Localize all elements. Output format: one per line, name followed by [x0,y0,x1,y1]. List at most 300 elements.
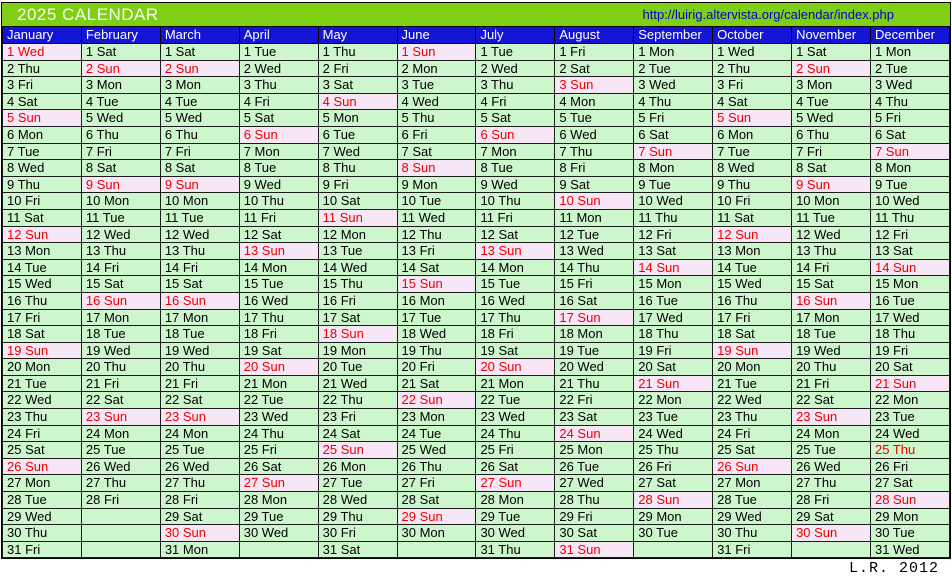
day-cell: 1 Tue [476,44,555,61]
day-cell: 7 Sun [870,143,949,160]
day-cell: 18 Sat [3,326,82,343]
day-cell: 8 Tue [239,160,318,177]
day-cell: 12 Sat [239,226,318,243]
day-cell: 3 Tue [397,77,476,94]
day-cell: 26 Mon [318,458,397,475]
day-cell: 13 Thu [81,243,160,260]
day-cell: 1 Sat [160,44,239,61]
day-cell: 11 Thu [870,209,949,226]
day-cell: 24 Mon [792,425,871,442]
day-cell: 19 Sun [713,342,792,359]
day-cell: 14 Mon [476,259,555,276]
day-cell: 13 Thu [792,243,871,260]
month-header: December [870,27,949,44]
day-cell: 28 Tue [3,492,82,509]
day-cell: 14 Fri [792,259,871,276]
day-cell: 16 Wed [239,292,318,309]
day-cell: 1 Tue [239,44,318,61]
day-cell: 24 Tue [397,425,476,442]
day-cell: 4 Thu [870,93,949,110]
day-cell: 4 Sun [318,93,397,110]
day-cell: 12 Sat [476,226,555,243]
day-cell: 8 Sat [792,160,871,177]
day-cell: 2 Tue [870,60,949,77]
day-cell: 5 Fri [870,110,949,127]
day-cell: 2 Wed [476,60,555,77]
day-cell: 19 Sun [3,342,82,359]
day-cell: 10 Tue [397,193,476,210]
day-cell: 4 Mon [555,93,634,110]
day-cell: 3 Wed [870,77,949,94]
day-cell: 25 Thu [634,442,713,459]
day-cell: 21 Sat [397,375,476,392]
day-cell: 25 Mon [555,442,634,459]
day-cell: 31 Fri [3,541,82,558]
day-cell: 25 Sun [318,442,397,459]
day-cell: 22 Sun [397,392,476,409]
day-cell: 12 Sun [3,226,82,243]
day-cell: 17 Thu [476,309,555,326]
day-cell: 28 Fri [792,492,871,509]
month-header: November [792,27,871,44]
day-cell: 23 Tue [634,409,713,426]
day-cell: 9 Sat [555,176,634,193]
day-cell: 25 Tue [81,442,160,459]
day-cell: 28 Sat [397,492,476,509]
day-cell: 15 Sun [397,276,476,293]
day-cell: 7 Fri [160,143,239,160]
day-cell: 17 Sun [555,309,634,326]
day-cell: 1 Wed [713,44,792,61]
month-header: September [634,27,713,44]
day-cell: 14 Tue [3,259,82,276]
day-cell: 30 Thu [3,525,82,542]
day-cell: 24 Mon [81,425,160,442]
day-cell: 5 Mon [318,110,397,127]
calendar-title-bar [2,3,950,26]
day-cell: 12 Tue [555,226,634,243]
day-cell: 5 Sun [3,110,82,127]
day-cell: 19 Wed [792,342,871,359]
day-cell: 6 Tue [318,126,397,143]
day-cell: 15 Sat [160,276,239,293]
day-cell: 31 Wed [870,541,949,558]
day-cell: 10 Sat [318,193,397,210]
day-cell: 27 Thu [81,475,160,492]
empty-day-cell [81,525,160,542]
day-cell: 17 Thu [239,309,318,326]
day-cell: 20 Thu [792,359,871,376]
day-cell: 21 Wed [318,375,397,392]
day-cell: 23 Wed [476,409,555,426]
day-cell: 18 Tue [160,326,239,343]
day-cell: 21 Thu [555,375,634,392]
day-cell: 14 Wed [318,259,397,276]
day-cell: 9 Wed [239,176,318,193]
day-cell: 6 Mon [713,126,792,143]
day-cell: 7 Sun [634,143,713,160]
day-cell: 28 Thu [555,492,634,509]
day-cell: 20 Sat [634,359,713,376]
day-cell: 9 Thu [3,176,82,193]
day-cell: 2 Sun [792,60,871,77]
day-cell: 23 Sun [81,409,160,426]
day-cell: 10 Fri [713,193,792,210]
day-cell: 6 Wed [555,126,634,143]
day-cell: 30 Sun [792,525,871,542]
day-cell: 24 Fri [713,425,792,442]
day-cell: 12 Thu [397,226,476,243]
day-cell: 6 Mon [3,126,82,143]
day-cell: 16 Sun [792,292,871,309]
day-cell: 28 Sun [634,492,713,509]
day-cell: 3 Thu [239,77,318,94]
day-cell: 25 Thu [870,442,949,459]
day-cell: 23 Sun [160,409,239,426]
day-cell: 18 Tue [792,326,871,343]
month-header: May [318,27,397,44]
day-cell: 27 Mon [3,475,82,492]
day-cell: 12 Wed [160,226,239,243]
day-cell: 20 Fri [397,359,476,376]
day-cell: 3 Fri [713,77,792,94]
day-cell: 6 Sun [239,126,318,143]
day-cell: 26 Wed [81,458,160,475]
day-cell: 28 Fri [81,492,160,509]
month-header: June [397,27,476,44]
day-cell: 20 Sat [870,359,949,376]
day-cell: 30 Wed [476,525,555,542]
day-cell: 4 Sat [713,93,792,110]
day-cell: 25 Wed [397,442,476,459]
day-cell: 27 Thu [792,475,871,492]
day-cell: 5 Fri [634,110,713,127]
day-cell: 7 Wed [318,143,397,160]
day-cell: 30 Fri [318,525,397,542]
day-cell: 23 Thu [3,409,82,426]
day-cell: 24 Sat [318,425,397,442]
day-cell: 19 Tue [555,342,634,359]
day-cell: 11 Thu [634,209,713,226]
day-cell: 23 Wed [239,409,318,426]
day-cell: 18 Wed [397,326,476,343]
day-cell: 19 Sat [476,342,555,359]
day-cell: 17 Mon [81,309,160,326]
month-header: March [160,27,239,44]
day-cell: 28 Mon [239,492,318,509]
day-cell: 28 Fri [160,492,239,509]
day-cell: 22 Mon [870,392,949,409]
day-cell: 15 Wed [713,276,792,293]
day-cell: 16 Thu [713,292,792,309]
day-cell: 14 Tue [713,259,792,276]
day-cell: 22 Tue [476,392,555,409]
day-cell: 10 Thu [476,193,555,210]
day-cell: 15 Wed [3,276,82,293]
day-cell: 7 Sat [397,143,476,160]
day-cell: 7 Tue [713,143,792,160]
day-cell: 22 Sat [792,392,871,409]
day-cell: 10 Wed [634,193,713,210]
day-cell: 11 Tue [792,209,871,226]
day-cell: 28 Wed [318,492,397,509]
day-cell: 1 Mon [634,44,713,61]
day-cell: 29 Wed [713,508,792,525]
day-cell: 16 Tue [634,292,713,309]
day-cell: 19 Fri [870,342,949,359]
day-cell: 29 Sat [792,508,871,525]
day-cell: 26 Sat [239,458,318,475]
day-cell: 4 Thu [634,93,713,110]
month-header-row [3,27,950,44]
day-cell: 2 Thu [713,60,792,77]
empty-day-cell [792,541,871,558]
day-cell: 18 Sat [713,326,792,343]
day-cell: 12 Wed [81,226,160,243]
day-cell: 1 Sat [792,44,871,61]
day-cell: 29 Sat [160,508,239,525]
day-cell: 16 Sun [160,292,239,309]
day-cell: 17 Fri [3,309,82,326]
day-cell: 22 Mon [634,392,713,409]
day-cell: 13 Wed [555,243,634,260]
day-cell: 3 Mon [81,77,160,94]
day-cell: 3 Fri [3,77,82,94]
day-cell: 4 Fri [239,93,318,110]
day-cell: 11 Sat [713,209,792,226]
day-cell: 8 Tue [476,160,555,177]
day-cell: 6 Thu [160,126,239,143]
day-cell: 8 Sun [397,160,476,177]
day-cell: 16 Sun [81,292,160,309]
day-cell: 9 Mon [397,176,476,193]
month-header: January [3,27,82,44]
day-cell: 8 Mon [634,160,713,177]
day-cell: 5 Sat [239,110,318,127]
day-cell: 22 Sat [160,392,239,409]
day-cell: 5 Tue [555,110,634,127]
day-cell: 27 Sun [476,475,555,492]
day-cell: 13 Mon [713,243,792,260]
day-cell: 19 Thu [397,342,476,359]
day-cell: 11 Mon [555,209,634,226]
month-header: April [239,27,318,44]
day-cell: 22 Thu [318,392,397,409]
calendar-body [3,44,950,558]
day-cell: 2 Sun [81,60,160,77]
day-cell: 27 Tue [318,475,397,492]
day-cell: 12 Fri [870,226,949,243]
day-cell: 9 Thu [713,176,792,193]
day-cell: 22 Tue [239,392,318,409]
month-header: October [713,27,792,44]
day-cell: 24 Mon [160,425,239,442]
day-cell: 26 Wed [792,458,871,475]
empty-day-cell [81,508,160,525]
day-cell: 18 Sun [318,326,397,343]
day-cell: 8 Sat [81,160,160,177]
day-cell: 8 Sat [160,160,239,177]
day-cell: 22 Sat [81,392,160,409]
day-cell: 7 Thu [555,143,634,160]
author-credit: L.R. 2012 [848,560,939,577]
day-cell: 30 Sun [160,525,239,542]
day-cell: 23 Sat [555,409,634,426]
day-cell: 5 Wed [160,110,239,127]
day-cell: 3 Wed [634,77,713,94]
day-cell: 4 Tue [81,93,160,110]
day-cell: 5 Sat [476,110,555,127]
day-cell: 10 Sun [555,193,634,210]
day-cell: 4 Tue [792,93,871,110]
day-cell: 26 Fri [870,458,949,475]
day-cell: 30 Mon [397,525,476,542]
day-cell: 10 Fri [3,193,82,210]
day-cell: 9 Tue [634,176,713,193]
day-cell: 2 Mon [397,60,476,77]
day-cell: 10 Mon [160,193,239,210]
day-cell: 13 Thu [160,243,239,260]
day-cell: 27 Wed [555,475,634,492]
day-cell: 13 Sat [634,243,713,260]
day-cell: 26 Sun [3,458,82,475]
day-cell: 19 Wed [160,342,239,359]
day-cell: 12 Wed [792,226,871,243]
day-cell: 9 Tue [870,176,949,193]
day-cell: 29 Fri [555,508,634,525]
empty-day-cell [634,541,713,558]
day-cell: 23 Fri [318,409,397,426]
day-cell: 1 Mon [870,44,949,61]
day-cell: 28 Mon [476,492,555,509]
day-cell: 11 Sat [3,209,82,226]
day-cell: 2 Thu [3,60,82,77]
day-cell: 16 Sat [555,292,634,309]
day-cell: 2 Fri [318,60,397,77]
day-cell: 28 Sun [870,492,949,509]
day-cell: 22 Fri [555,392,634,409]
day-cell: 5 Wed [792,110,871,127]
day-cell: 30 Tue [634,525,713,542]
day-cell: 16 Mon [397,292,476,309]
day-cell: 1 Sun [397,44,476,61]
day-cell: 23 Sun [792,409,871,426]
day-cell: 25 Tue [160,442,239,459]
day-cell: 21 Fri [160,375,239,392]
day-cell: 27 Thu [160,475,239,492]
day-cell: 25 Tue [792,442,871,459]
day-cell: 2 Tue [634,60,713,77]
empty-day-cell [397,541,476,558]
day-cell: 24 Sun [555,425,634,442]
day-cell: 1 Thu [318,44,397,61]
calendar-table [2,26,950,558]
day-cell: 5 Wed [81,110,160,127]
day-cell: 27 Fri [397,475,476,492]
day-cell: 18 Tue [81,326,160,343]
day-cell: 7 Mon [476,143,555,160]
day-cell: 20 Sun [239,359,318,376]
day-cell: 2 Sat [555,60,634,77]
day-cell: 30 Tue [870,525,949,542]
day-cell: 14 Mon [239,259,318,276]
day-cell: 22 Wed [3,392,82,409]
day-cell: 8 Thu [318,160,397,177]
day-cell: 29 Sun [397,508,476,525]
day-cell: 3 Mon [160,77,239,94]
calendar-url-link[interactable]: http://luirig.altervista.org/calendar/index.php [642,7,894,22]
day-cell: 9 Sun [81,176,160,193]
day-cell: 7 Tue [3,143,82,160]
day-cell: 12 Mon [318,226,397,243]
day-cell: 30 Thu [713,525,792,542]
day-cell: 27 Mon [713,475,792,492]
day-cell: 1 Fri [555,44,634,61]
day-cell: 28 Tue [713,492,792,509]
month-header: August [555,27,634,44]
day-cell: 20 Thu [81,359,160,376]
day-cell: 24 Fri [3,425,82,442]
day-cell: 21 Tue [3,375,82,392]
day-cell: 1 Wed [3,44,82,61]
day-cell: 3 Sat [318,77,397,94]
day-cell: 17 Fri [713,309,792,326]
day-cell: 6 Thu [81,126,160,143]
day-cell: 21 Sun [634,375,713,392]
day-cell: 11 Fri [239,209,318,226]
day-cell: 31 Sun [555,541,634,558]
day-cell: 17 Tue [397,309,476,326]
day-cell: 24 Wed [634,425,713,442]
day-cell: 13 Sun [476,243,555,260]
day-cell: 4 Wed [397,93,476,110]
day-cell: 15 Tue [239,276,318,293]
day-cell: 9 Fri [318,176,397,193]
day-cell: 25 Fri [239,442,318,459]
day-cell: 31 Thu [476,541,555,558]
day-cell: 7 Fri [792,143,871,160]
day-cell: 13 Sun [239,243,318,260]
day-cell: 26 Fri [634,458,713,475]
day-cell: 4 Fri [476,93,555,110]
day-cell: 17 Wed [634,309,713,326]
day-cell: 10 Thu [239,193,318,210]
day-cell: 17 Wed [870,309,949,326]
day-cell: 26 Sun [713,458,792,475]
day-cell: 9 Wed [476,176,555,193]
day-cell: 11 Fri [476,209,555,226]
day-cell: 21 Fri [792,375,871,392]
day-cell: 20 Wed [555,359,634,376]
day-cell: 26 Thu [397,458,476,475]
day-cell: 3 Thu [476,77,555,94]
day-cell: 20 Sun [476,359,555,376]
day-cell: 10 Mon [792,193,871,210]
day-cell: 29 Mon [634,508,713,525]
day-cell: 9 Sun [160,176,239,193]
day-cell: 10 Mon [81,193,160,210]
day-cell: 6 Sat [870,126,949,143]
day-cell: 25 Fri [476,442,555,459]
day-cell: 15 Thu [318,276,397,293]
day-cell: 22 Wed [713,392,792,409]
day-cell: 25 Sat [3,442,82,459]
day-cell: 15 Fri [555,276,634,293]
day-cell: 16 Tue [870,292,949,309]
day-cell: 20 Mon [3,359,82,376]
day-cell: 18 Mon [555,326,634,343]
day-cell: 3 Sun [555,77,634,94]
